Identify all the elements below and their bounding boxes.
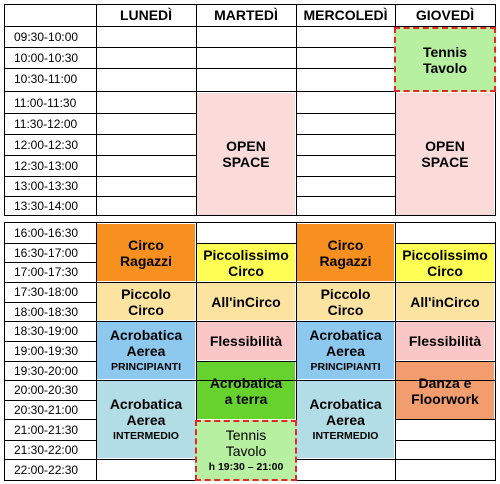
block-title: Circo — [327, 301, 364, 318]
time-label: 21:30-22:00 — [14, 442, 79, 457]
block-title: All'inCirco — [410, 293, 480, 310]
time-label: 17:00-17:30 — [14, 265, 79, 279]
block-title: Flessibilità — [408, 333, 482, 349]
time-label: 22:00-22:30 — [14, 462, 79, 477]
time-label: 09:30-10:00 — [14, 29, 79, 44]
time-label: 20:30-21:00 — [14, 402, 79, 417]
time-label: 18:00-18:30 — [14, 304, 79, 319]
block-subtitle: h 19:30 – 21:00 — [208, 461, 284, 473]
tennis-tavolo-tuesday — [195, 420, 297, 481]
time-label: 11:00-11:30 — [14, 95, 77, 110]
block-title: Circo — [427, 262, 463, 279]
block-title: Aerea — [326, 412, 365, 428]
time-label: 12:00-12:30 — [14, 137, 79, 152]
header-thursday: GIOVEDÌ — [415, 7, 475, 23]
block-title: OPEN — [226, 138, 266, 154]
time-label: 12:30-13:00 — [14, 158, 79, 173]
time-label: 10:30-11:00 — [14, 72, 78, 86]
block-title: Danza e — [418, 374, 472, 391]
block-title: a terra — [224, 390, 268, 407]
block-title: Circo — [327, 236, 364, 253]
block-title: SPACE — [222, 154, 270, 170]
block-subtitle: INTERMEDIO — [113, 430, 179, 442]
block-title: Acrobatica — [209, 374, 283, 391]
block-title: Piccolo — [121, 285, 171, 302]
block-title: Circo — [228, 262, 264, 279]
time-label: 21:00-21:30 — [14, 422, 79, 437]
block-title: All'inCirco — [211, 293, 281, 310]
header-monday: LUNEDÌ — [119, 7, 173, 23]
block-title: Acrobatica — [109, 396, 183, 412]
block-title: Acrobatica — [309, 396, 382, 412]
block-title: OPEN — [425, 138, 465, 154]
time-label: 10:00-10:30 — [14, 50, 79, 65]
block-title: Aerea — [326, 343, 365, 359]
block-title: SPACE — [421, 154, 469, 170]
header-wednesday: MERCOLEDÌ — [303, 7, 388, 23]
block-title: Piccolo — [320, 285, 371, 302]
block-title: Ragazzi — [119, 252, 173, 269]
time-label: 16:30-17:00 — [14, 245, 79, 260]
tennis-tavolo-thursday — [394, 27, 496, 92]
block-title: Piccolissimo — [402, 246, 488, 263]
block-subtitle: PRINCIPIANTI — [310, 361, 381, 373]
time-label: 16:00-16:30 — [14, 226, 79, 240]
block-title: Tennis — [422, 43, 468, 60]
time-label: 13:00-13:30 — [14, 179, 79, 193]
block-title: Piccolissimo — [203, 246, 289, 263]
block-title: Circo — [128, 236, 164, 253]
block-title: Circo — [128, 301, 164, 318]
block-title: Acrobatica — [309, 327, 382, 343]
block-title: Aerea — [126, 343, 166, 359]
block-title: Floorwork — [411, 390, 479, 407]
block-title: Ragazzi — [319, 252, 372, 269]
block-title: Acrobatica — [109, 327, 183, 343]
time-label: 19:00-19:30 — [14, 344, 79, 358]
time-label: 17:30-18:00 — [14, 285, 79, 299]
header-tuesday: MARTEDÌ — [214, 7, 278, 23]
time-label: 11:30-12:00 — [14, 116, 78, 131]
block-subtitle: PRINCIPIANTI — [110, 361, 181, 373]
time-label: 13:30-14:00 — [14, 198, 79, 213]
block-title: Aerea — [126, 412, 166, 428]
block-subtitle: INTERMEDIO — [312, 430, 379, 442]
time-label: 20:00-20:30 — [14, 383, 79, 397]
block-title: Tavolo — [422, 59, 468, 76]
block-title: Flessibilità — [209, 333, 283, 349]
block-title: Tavolo — [225, 443, 267, 459]
time-label: 18:30-19:00 — [14, 324, 79, 338]
time-label: 19:30-20:00 — [14, 363, 79, 378]
block-title: Tennis — [225, 427, 267, 443]
